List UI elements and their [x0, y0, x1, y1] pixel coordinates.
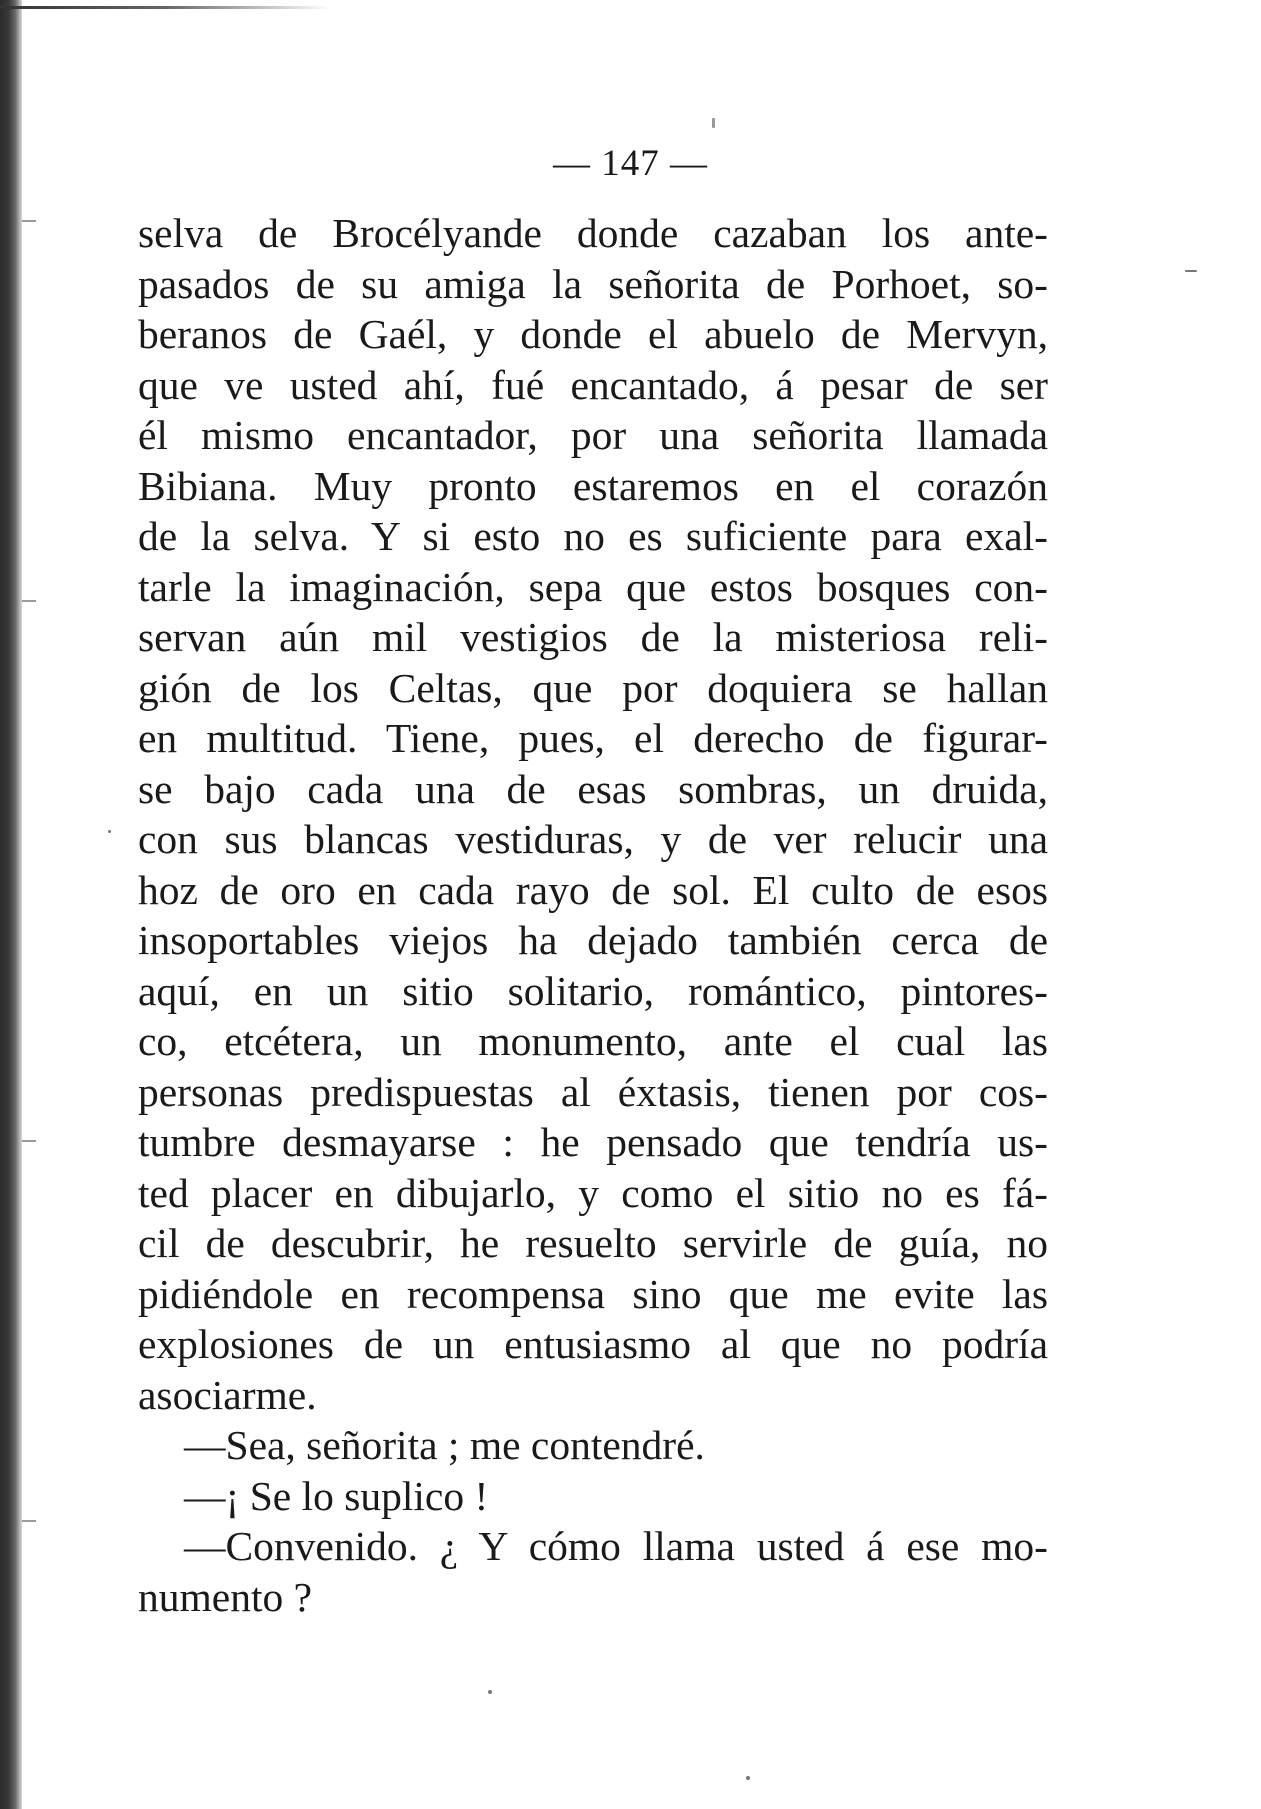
page-body-text [138, 208, 1048, 1622]
binding-top-edge [0, 6, 330, 9]
page-smudge [108, 830, 111, 833]
page-number: — 147 — [553, 143, 708, 184]
text-line: Bibiana. Muy pronto estaremos en el corazón [138, 462, 1048, 509]
text-line: pasados de su amiga la señorita de Porhoet, so- [138, 260, 1048, 307]
text-line: insoportables viejos ha dejado también cerca de [138, 917, 1048, 963]
text-line: de la selva. Y si esto no es suficiente para exal- [138, 513, 1048, 559]
page-smudge [488, 1690, 492, 1694]
text-line: explosiones de un entusiasmo al que no podría [138, 1321, 1048, 1367]
text-line: ted placer en dibujarlo, y como el sitio no es fá- [138, 1169, 1048, 1216]
text-line: que ve usted ahí, fué encantado, á pesar de ser [138, 361, 1048, 408]
binding-speck [22, 220, 36, 222]
text-line: aquí, en un sitio solitario, romántico, pintores- [138, 967, 1048, 1014]
binding-speck [22, 600, 36, 602]
binding-speck [22, 1140, 36, 1142]
text-line: co, etcétera, un monumento, ante el cual las [138, 1018, 1048, 1064]
text-line: hoz de oro en cada rayo de sol. El culto de esos [138, 866, 1048, 913]
dialogue-line: —¡ Se lo suplico ! [184, 1472, 489, 1519]
text-line: numento ? [138, 1573, 313, 1620]
text-line: tumbre desmayarse : he pensado que tendría us- [138, 1119, 1048, 1165]
dialogue-line: —Sea, señorita ; me contendré. [184, 1422, 705, 1468]
page-smudge [1185, 270, 1197, 272]
text-line: servan aún mil vestigios de la misteriosa reli- [138, 614, 1048, 660]
page-smudge [746, 1776, 750, 1780]
text-line: asociarme. [138, 1371, 317, 1418]
text-line: tarle la imaginación, sepa que estos bosques con- [138, 563, 1048, 610]
page-smudge [712, 118, 715, 128]
text-line: personas predispuestas al éxtasis, tienen por cos- [138, 1068, 1048, 1115]
text-line: selva de Brocélyande donde cazaban los ante- [138, 210, 1048, 256]
text-line: gión de los Celtas, que por doquiera se hallan [138, 664, 1048, 711]
book-binding-edge [0, 0, 22, 1809]
dialogue-line: —Convenido. ¿ Y cómo llama usted á ese mo- [184, 1523, 1048, 1569]
text-line: él mismo encantador, por una señorita llamada [138, 412, 1048, 458]
text-line: en multitud. Tiene, pues, el derecho de figurar- [138, 715, 1048, 761]
text-line: cil de descubrir, he resuelto servirle de guía, no [138, 1220, 1048, 1266]
text-line: pidiéndole en recompensa sino que me evite las [138, 1270, 1048, 1317]
text-line: con sus blancas vestiduras, y de ver relucir una [138, 816, 1048, 862]
text-line: beranos de Gaél, y donde el abuelo de Mervyn, [138, 311, 1048, 357]
binding-speck [22, 1520, 36, 1522]
text-line: se bajo cada una de esas sombras, un druida, [138, 765, 1048, 812]
